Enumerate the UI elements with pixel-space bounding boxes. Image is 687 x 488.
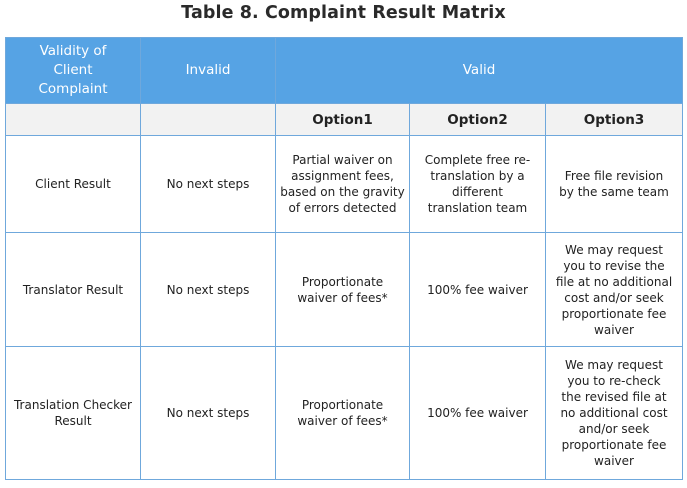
cell-option2: 100% fee waiver bbox=[410, 347, 546, 480]
header-validity: Validity of Client Complaint bbox=[6, 38, 141, 104]
cell-option3: Free file revision by the same team bbox=[546, 136, 683, 233]
row-label: Client Result bbox=[6, 136, 141, 233]
row-label: Translator Result bbox=[6, 233, 141, 347]
option1-header: Option1 bbox=[276, 104, 410, 136]
cell-option1: Partial waiver on assignment fees, based on the gravity of errors detected bbox=[276, 136, 410, 233]
table-row bbox=[6, 136, 683, 233]
header-valid: Valid bbox=[276, 38, 683, 104]
header-invalid: Invalid bbox=[141, 38, 276, 104]
cell-option2: 100% fee waiver bbox=[410, 233, 546, 347]
subheader-blank-2 bbox=[141, 104, 276, 136]
table-row bbox=[6, 233, 683, 347]
complaint-result-matrix bbox=[5, 37, 683, 480]
table-row bbox=[6, 347, 683, 480]
cell-invalid: No next steps bbox=[141, 347, 276, 480]
cell-option3: We may request you to revise the file at no additional cost and/or seek proportionate fee waiver bbox=[546, 233, 683, 347]
option2-header: Option2 bbox=[410, 104, 546, 136]
option3-header: Option3 bbox=[546, 104, 683, 136]
cell-invalid: No next steps bbox=[141, 136, 276, 233]
cell-option2: Complete free re-translation by a different translation team bbox=[410, 136, 546, 233]
cell-invalid: No next steps bbox=[141, 233, 276, 347]
cell-option1: Proportionate waiver of fees* bbox=[276, 233, 410, 347]
cell-option1: Proportionate waiver of fees* bbox=[276, 347, 410, 480]
subheader-blank-1 bbox=[6, 104, 141, 136]
row-label: Translation Checker Result bbox=[6, 347, 141, 480]
cell-option3: We may request you to re-check the revised file at no additional cost and/or seek proportionate fee waiver bbox=[546, 347, 683, 480]
table-title: Table 8. Complaint Result Matrix bbox=[181, 3, 506, 23]
